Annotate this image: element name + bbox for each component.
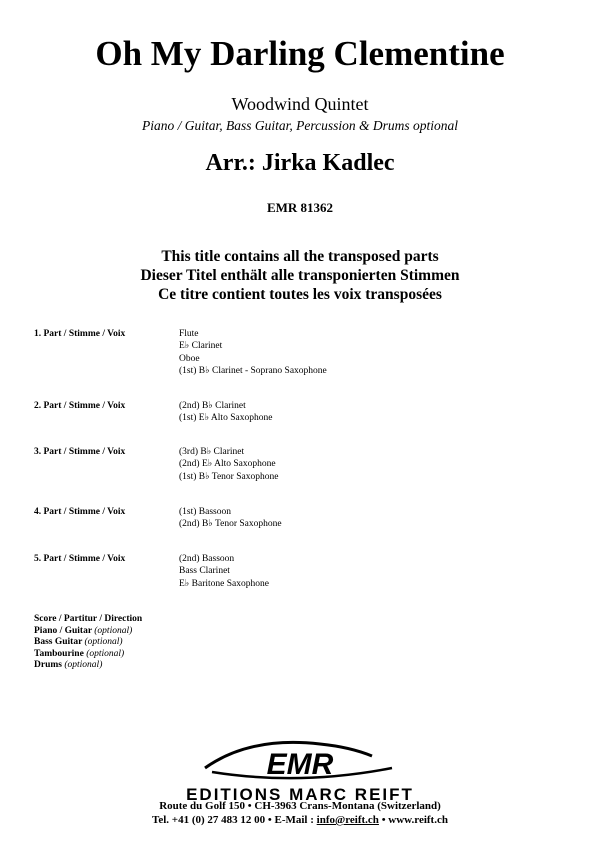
- extra-part-item: [34, 649, 142, 661]
- instrument-item: (1st) B♭ Tenor Saxophone: [179, 471, 279, 482]
- part-label: 5. Part / Stimme / Voix: [34, 554, 126, 564]
- instrument-item: Bass Clarinet: [179, 566, 230, 577]
- instrument-item: (1st) E♭ Alto Saxophone: [179, 413, 273, 424]
- part-label: 3. Part / Stimme / Voix: [34, 447, 126, 457]
- instrument-item: E♭ Clarinet: [179, 341, 223, 352]
- catalog-number: EMR 81362: [266, 200, 334, 215]
- instrument-item: (2nd) Bassoon: [179, 554, 235, 564]
- extra-part-name: Score / Partitur / Direction: [34, 614, 143, 624]
- publisher-contact: [0, 813, 600, 827]
- notice-line-english: This title contains all the transposed parts: [161, 248, 439, 265]
- email-link[interactable]: info@reift.ch: [316, 814, 379, 826]
- extra-part-name: Drums: [34, 660, 62, 671]
- extra-part-name: Tambourine: [34, 648, 84, 659]
- extra-part-item: [34, 626, 142, 638]
- extra-part-name: Piano / Guitar: [34, 625, 92, 636]
- website-text[interactable]: • www.reift.ch: [378, 814, 448, 826]
- part-label: 2. Part / Stimme / Voix: [34, 401, 126, 411]
- extra-part-name: Bass Guitar: [34, 637, 83, 648]
- part-instruments: [179, 400, 272, 425]
- instrument-item: (1st) B♭ Clarinet - Soprano Saxophone: [179, 365, 327, 376]
- part-instruments: [179, 328, 327, 377]
- optional-note: (optional): [94, 625, 133, 636]
- additional-parts-list: [34, 614, 142, 672]
- instrument-item: (3rd) B♭ Clarinet: [179, 447, 245, 457]
- extra-part-item: [34, 614, 142, 626]
- extra-part-item: [34, 660, 142, 672]
- part-label: 1. Part / Stimme / Voix: [34, 329, 126, 339]
- publisher-name: EDITIONS MARC REIFT: [186, 785, 414, 804]
- emr-logo-graphic: [0, 738, 600, 788]
- part-instruments: [179, 553, 269, 590]
- ensemble-subtitle: Woodwind Quintet: [231, 94, 369, 114]
- optional-instrumentation: Piano / Guitar, Bass Guitar, Percussion & Drums optional: [141, 118, 459, 133]
- logo-lettering: EMR: [266, 748, 334, 781]
- instrument-item: E♭ Baritone Saxophone: [179, 578, 269, 589]
- part-instruments: [179, 446, 278, 483]
- piece-title: Oh My Darling Clementine: [95, 34, 505, 73]
- instrument-item: (1st) Bassoon: [179, 507, 231, 517]
- part-instruments: [179, 506, 282, 531]
- optional-note: (optional): [84, 637, 123, 648]
- publisher-address: Route du Golf 150 • CH-3963 Crans-Montana (Switzerland): [159, 800, 441, 812]
- instrument-item: (2nd) B♭ Tenor Saxophone: [179, 519, 282, 530]
- instrument-item: Oboe: [179, 353, 200, 364]
- emr-logo: [0, 738, 600, 788]
- instrument-item: Flute: [179, 329, 199, 339]
- transposed-parts-notice: [0, 247, 600, 304]
- arranger-credit: Arr.: Jirka Kadlec: [205, 150, 395, 176]
- optional-note: (optional): [86, 648, 125, 659]
- part-label: 4. Part / Stimme / Voix: [34, 507, 126, 517]
- notice-line-german: Dieser Titel enthält alle transponierten Stimmen: [140, 267, 460, 284]
- optional-note: (optional): [64, 660, 103, 671]
- extra-part-item: [34, 637, 142, 649]
- instrument-item: (2nd) E♭ Alto Saxophone: [179, 459, 276, 470]
- phone-text: Tel. +41 (0) 27 483 12 00 • E-Mail :: [152, 814, 317, 826]
- notice-line-french: Ce titre contient toutes les voix transposées: [158, 286, 442, 303]
- instrument-item: (2nd) B♭ Clarinet: [179, 401, 246, 411]
